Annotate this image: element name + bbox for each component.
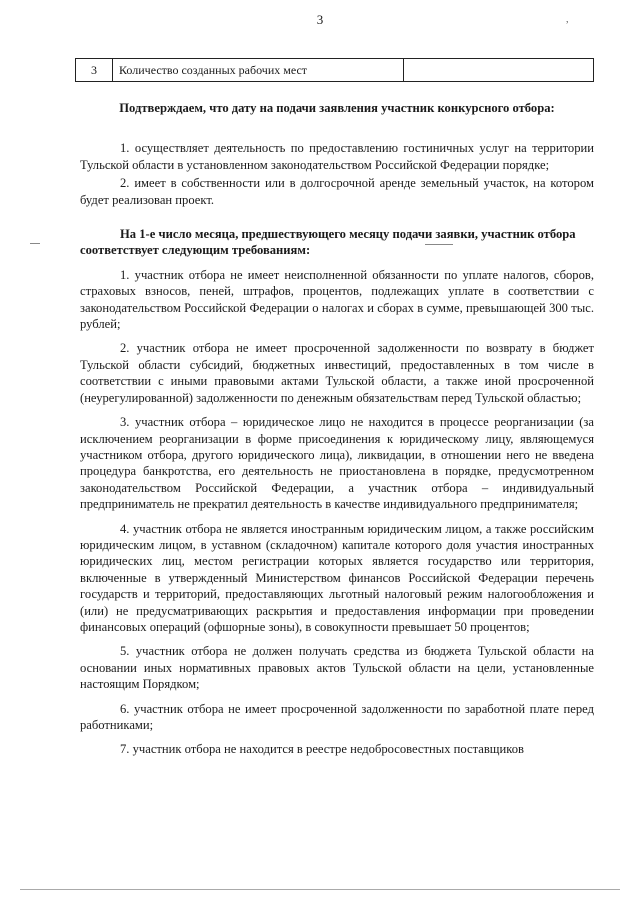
section2-item-1: 1. участник отбора не имеет неисполненной обязанности по уплате налогов, сборов, страховых взносов, пеней, штрафов, процентов, подлежащих уплате в соответствии с законодательством Российской Федерации о налогах и сборах в сумме, превышающей 300 тыс. рублей;	[80, 267, 594, 332]
section2-item-6: 6. участник отбора не имеет просроченной задолженности по заработной плате перед работниками;	[80, 701, 594, 732]
section2-item-4: 4. участник отбора не является иностранным юридическим лицом, а также российским юридическим лицом, в уставном (складочном) капитале которого доля участия иностранных юридических лиц, местом регистрации которых является государство или территория, включенные в утвержденный Министерством финансов Российской Федерации перечень государств и территорий, предоставляющих льготный налоговый режим налогообложения и (или) не предусматривающих раскрытия и предоставления информации при проведении финансовых операций (офшорные зоны), в совокупности превышает 50 процентов;	[80, 521, 594, 634]
row-value-cell	[404, 59, 594, 82]
scan-corner-mark: ,	[566, 14, 569, 25]
section2-item-5: 5. участник отбора не должен получать средства из бюджета Тульской области на основании иных нормативных правовых актов Тульской области на цели, установленные настоящим Порядком;	[80, 644, 594, 692]
document-body	[80, 100, 594, 760]
page-number: 3	[316, 12, 324, 27]
section2-item-3: 3. участник отбора – юридическое лицо не находится в процессе реорганизации (за исключением реорганизации в форме присоединения к юридическому лицу, являющемуся участником отбора, другого юридического лица), ликвидации, в отношении него не введена процедура банкротства, его деятельность не приостановлена в порядке, предусмотренном законодательством Российской Федерации, а участник отбора – индивидуальный предприниматель не прекратил деятельность в качестве индивидуального предпринимателя;	[80, 415, 594, 512]
criteria-table	[75, 58, 594, 82]
section2-heading: На 1-е число месяца, предшествующего месяцу подачи заявки, участник отбора соответствует следующим требованиям:	[80, 227, 576, 258]
scan-artifact	[30, 243, 40, 244]
scan-artifact	[425, 244, 453, 245]
section2-item-2: 2. участник отбора не имеет просроченной задолженности по возврату в бюджет Тульской области субсидий, бюджетных инвестиций, предоставленных в том числе в соответствии с иными правовыми актами Тульской области, а также иной просроченной (неурегулированной) задолженности по денежным обязательствам перед Тульской областью;	[80, 341, 594, 405]
row-label: Количество созданных рабочих мест	[113, 59, 404, 82]
table-row	[76, 59, 594, 82]
section2-item-7: 7. участник отбора не находится в реестре недобросовестных поставщиков	[120, 742, 524, 757]
row-number: 3	[76, 59, 113, 82]
scan-artifact-bottom	[20, 889, 620, 890]
section1-heading: Подтверждаем, что дату на подачи заявления участник конкурсного отбора:	[119, 101, 555, 115]
section1-item-2: 2. имеет в собственности или в долгосрочной аренде земельный участок, на котором будет реализован проект.	[80, 176, 594, 207]
section1-item-1: 1. осуществляет деятельность по предоставлению гостиничных услуг на территории Тульской области в установленном законодательством Российской Федерации порядке;	[80, 141, 594, 172]
